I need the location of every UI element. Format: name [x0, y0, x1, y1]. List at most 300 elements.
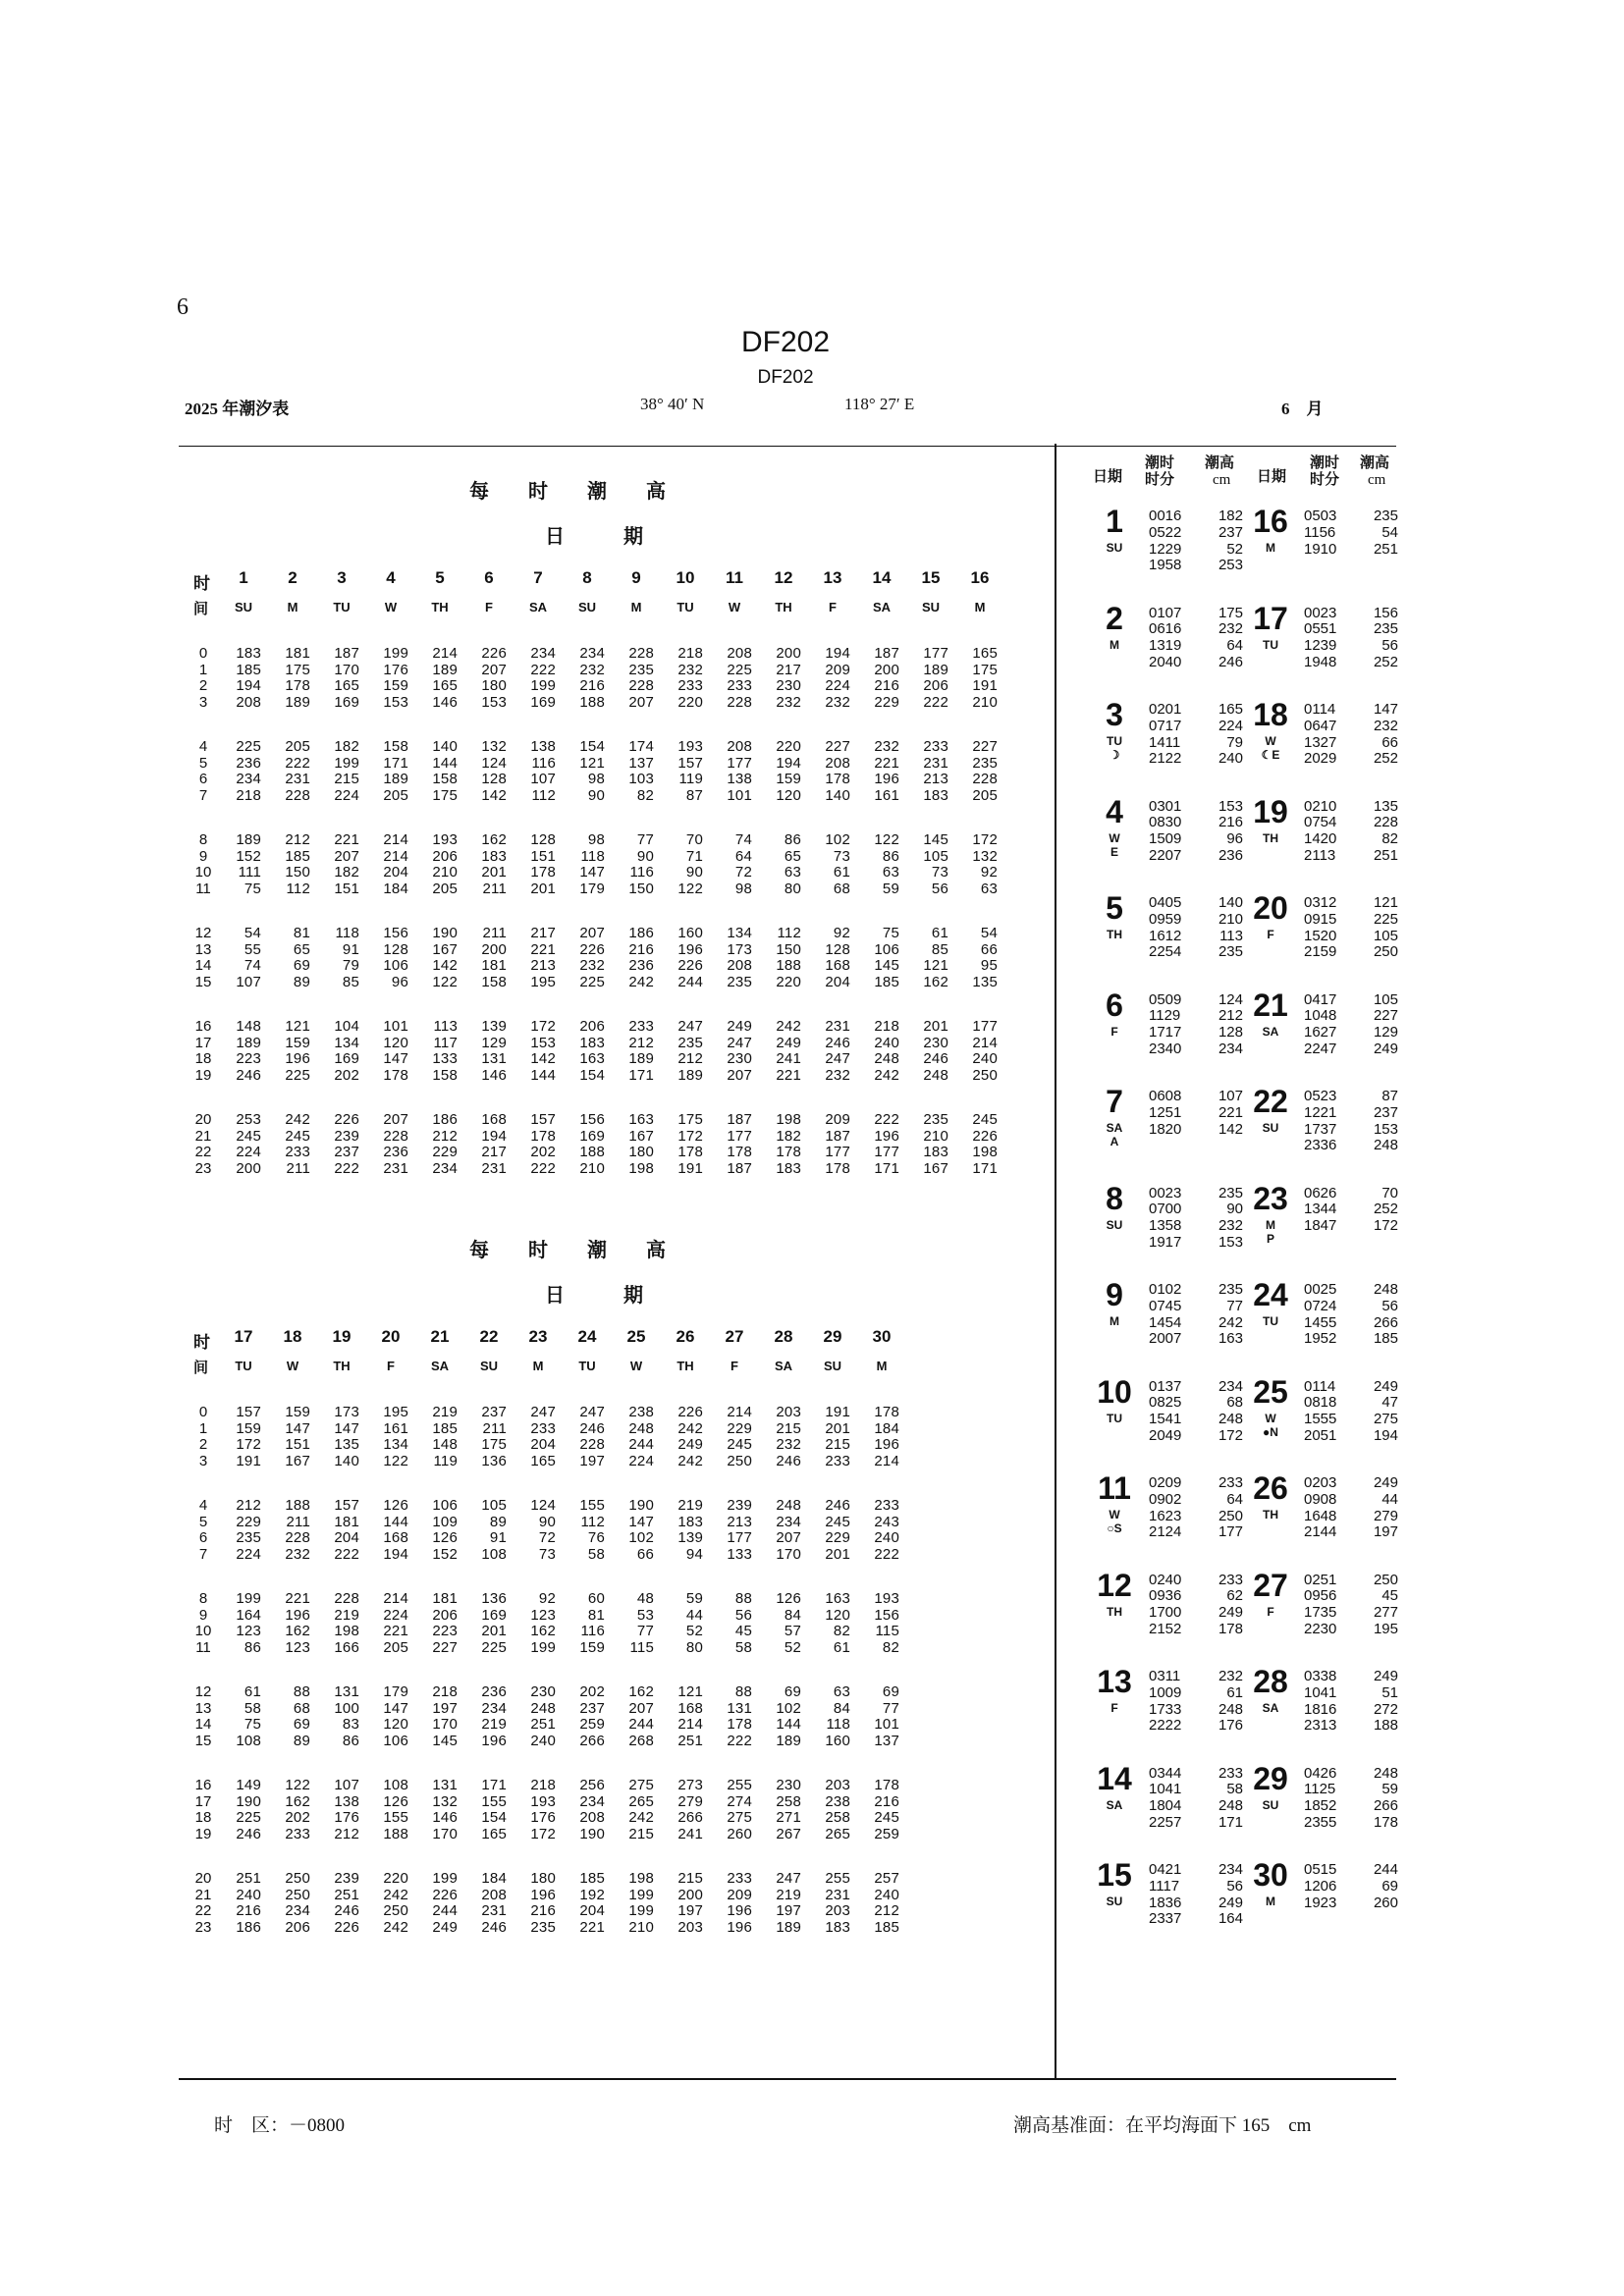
- hourly-height-cell: 104: [334, 1018, 359, 1035]
- tide-height: 52: [1226, 540, 1243, 558]
- hourly-height-cell: 118: [580, 847, 605, 865]
- hourly-height-cell: 185: [579, 1870, 605, 1887]
- tide-height: 232: [1218, 620, 1243, 638]
- hourly-height-cell: 212: [236, 1497, 261, 1514]
- tide-height: 96: [1226, 830, 1243, 848]
- hourly-height-cell: 182: [334, 738, 359, 755]
- hourly-height-cell: 242: [383, 1886, 408, 1903]
- hourly-height-cell: 157: [530, 1111, 556, 1128]
- hourly-height-cell: 128: [530, 831, 556, 848]
- hourly-height-cell: 239: [727, 1497, 752, 1514]
- weekday-header: M: [287, 600, 298, 614]
- hourly-height-cell: 112: [531, 786, 556, 804]
- hourly-height-cell: 203: [776, 1404, 801, 1420]
- hourly-height-cell: 190: [432, 925, 458, 941]
- hourly-height-cell: 250: [285, 1886, 310, 1903]
- tide-time-header: 时分: [1145, 472, 1175, 488]
- hourly-height-cell: 146: [432, 1809, 458, 1826]
- hourly-height-cell: 175: [677, 1111, 703, 1128]
- hourly-height-cell: 105: [923, 847, 948, 865]
- hourly-height-cell: 207: [579, 925, 605, 941]
- hourly-height-cell: 226: [432, 1886, 458, 1903]
- hourly-height-cell: 213: [923, 771, 948, 787]
- hourly-height-cell: 189: [628, 1050, 654, 1067]
- tide-time: 0338: [1304, 1668, 1337, 1684]
- hourly-height-cell: 63: [784, 864, 801, 881]
- tide-time: 0717: [1149, 717, 1182, 734]
- hourly-height-cell: 135: [972, 973, 998, 990]
- tide-height: 249: [1373, 1668, 1398, 1684]
- hourly-height-cell: 118: [826, 1716, 850, 1733]
- hourly-height-cell: 175: [972, 661, 998, 678]
- day-weekday: SU: [1106, 1895, 1123, 1908]
- hourly-height-cell: 207: [383, 1111, 408, 1128]
- day-number: 22: [1253, 1084, 1288, 1119]
- hourly-height-cell: 207: [334, 847, 359, 865]
- hourly-height-cell: 240: [874, 1886, 899, 1903]
- hourly-height-cell: 214: [432, 645, 458, 662]
- tide-time: 1125: [1304, 1781, 1336, 1798]
- hourly-height-cell: 133: [727, 1545, 752, 1563]
- hour-label: 14: [194, 957, 212, 974]
- hourly-height-cell: 156: [383, 925, 408, 941]
- hour-label: 1: [198, 661, 208, 678]
- hourly-height-cell: 120: [776, 786, 801, 804]
- tide-height: 216: [1218, 814, 1243, 831]
- hourly-height-cell: 215: [776, 1419, 801, 1437]
- hourly-height-cell: 245: [874, 1809, 899, 1826]
- hourly-height-cell: 232: [776, 693, 801, 711]
- tide-height: 260: [1373, 1894, 1398, 1911]
- hourly-height-cell: 73: [833, 847, 850, 865]
- tide-time: 1612: [1149, 927, 1182, 944]
- hourly-height-cell: 217: [776, 661, 801, 678]
- hourly-height-cell: 234: [776, 1513, 801, 1530]
- hourly-height-cell: 139: [677, 1529, 703, 1546]
- day-column-header: 16: [970, 568, 990, 587]
- hourly-height-cell: 205: [383, 786, 408, 804]
- hourly-height-cell: 81: [587, 1606, 605, 1624]
- hourly-height-cell: 222: [874, 1545, 899, 1563]
- hourly-height-cell: 155: [481, 1792, 507, 1810]
- hourly-height-cell: 184: [481, 1870, 507, 1887]
- day-weekday: F: [1267, 1604, 1274, 1619]
- hourly-height-cell: 196: [727, 1918, 752, 1936]
- hourly-height-cell: 107: [236, 973, 261, 990]
- hourly-height-cell: 221: [285, 1590, 310, 1607]
- hourly-height-cell: 171: [628, 1066, 654, 1084]
- hourly-height-cell: 102: [825, 831, 850, 848]
- hourly-height-cell: 211: [286, 1159, 310, 1177]
- hourly-height-cell: 100: [334, 1699, 359, 1717]
- hourly-height-cell: 84: [833, 1699, 850, 1717]
- hourly-height-cell: 121: [285, 1018, 310, 1035]
- day-column-header: 14: [872, 568, 892, 587]
- hourly-height-cell: 180: [530, 1870, 556, 1887]
- hourly-height-cell: 201: [481, 864, 507, 881]
- hourly-height-cell: 247: [776, 1870, 801, 1887]
- day-column-header: 26: [676, 1327, 695, 1346]
- hourly-height-cell: 115: [875, 1623, 899, 1639]
- hourly-height-cell: 44: [685, 1606, 703, 1624]
- tide-height: 233: [1218, 1474, 1243, 1491]
- hourly-height-cell: 128: [481, 771, 507, 787]
- tide-time: 2336: [1304, 1137, 1337, 1154]
- hourly-height-cell: 86: [882, 847, 899, 865]
- hourly-height-cell: 245: [727, 1436, 752, 1453]
- hourly-height-cell: 245: [285, 1127, 310, 1145]
- hourly-height-cell: 88: [293, 1683, 310, 1700]
- hour-label: 9: [198, 847, 208, 865]
- hourly-height-cell: 208: [481, 1886, 507, 1903]
- hourly-height-cell: 197: [579, 1452, 605, 1469]
- hourly-height-cell: 86: [244, 1638, 261, 1656]
- tide-time: 2124: [1149, 1523, 1182, 1541]
- weekday-header: SA: [528, 600, 548, 614]
- tide-time: 0936: [1149, 1587, 1182, 1605]
- hourly-height-cell: 199: [628, 1886, 654, 1903]
- hour-label: 21: [194, 1127, 212, 1145]
- hourly-height-cell: 275: [628, 1777, 654, 1793]
- hour-label: 2: [198, 677, 208, 694]
- hourly-height-cell: 224: [825, 677, 850, 694]
- hourly-height-cell: 71: [685, 847, 703, 865]
- hourly-height-cell: 237: [334, 1144, 359, 1160]
- hourly-height-cell: 102: [628, 1529, 654, 1546]
- hourly-height-cell: 61: [931, 925, 948, 941]
- hourly-height-cell: 211: [482, 925, 507, 941]
- hourly-height-cell: 145: [874, 957, 899, 974]
- hourly-height-cell: 121: [677, 1683, 703, 1700]
- tide-height: 228: [1373, 814, 1398, 831]
- weekday-header: TU: [578, 1359, 596, 1373]
- hourly-height-cell: 77: [636, 1623, 654, 1639]
- hourly-height-cell: 234: [481, 1699, 507, 1717]
- hourly-height-cell: 138: [727, 771, 752, 787]
- hourly-height-cell: 122: [432, 973, 458, 990]
- hourly-height-cell: 234: [236, 771, 261, 787]
- hourly-height-cell: 106: [383, 957, 408, 974]
- tide-height: 79: [1226, 733, 1243, 751]
- hourly-height-cell: 199: [530, 677, 556, 694]
- hourly-height-cell: 178: [874, 1777, 899, 1793]
- hourly-height-cell: 185: [236, 661, 261, 678]
- hourly-height-cell: 147: [579, 864, 605, 881]
- latitude: 38° 40′ N: [640, 395, 705, 413]
- tide-time: 1041: [1149, 1781, 1182, 1798]
- hourly-height-cell: 106: [432, 1497, 458, 1514]
- tide-time: 1520: [1304, 927, 1337, 944]
- weekday-header: M: [532, 1359, 544, 1373]
- hour-label: 18: [194, 1050, 212, 1067]
- hourly-height-cell: 162: [628, 1683, 654, 1700]
- tide-time: 2355: [1304, 1813, 1337, 1831]
- hourly-height-cell: 198: [628, 1870, 654, 1887]
- tide-height: 248: [1373, 1281, 1398, 1298]
- hourly-height-cell: 191: [677, 1159, 703, 1177]
- hourly-height-cell: 240: [530, 1732, 556, 1749]
- hour-label: 20: [194, 1870, 212, 1887]
- hourly-height-cell: 228: [383, 1127, 408, 1145]
- tide-time: 1555: [1304, 1411, 1337, 1428]
- hourly-height-cell: 231: [481, 1902, 507, 1919]
- hourly-height-cell: 223: [236, 1050, 261, 1067]
- hourly-height-cell: 131: [334, 1683, 359, 1700]
- hourly-height-cell: 248: [923, 1066, 948, 1084]
- day-number: 4: [1106, 793, 1123, 829]
- hour-label: 12: [194, 925, 212, 941]
- hourly-height-cell: 234: [579, 1792, 605, 1810]
- hourly-height-cell: 116: [629, 864, 654, 881]
- tide-height: 212: [1218, 1007, 1243, 1025]
- hourly-height-cell: 158: [432, 771, 458, 787]
- hourly-height-cell: 190: [579, 1825, 605, 1842]
- hourly-height-cell: 226: [579, 940, 605, 958]
- tide-time: 1239: [1304, 637, 1337, 655]
- hour-label: 4: [198, 738, 208, 755]
- day-column-header: 8: [582, 568, 592, 587]
- day-weekday: M: [1110, 637, 1119, 652]
- tide-height: 66: [1381, 733, 1398, 751]
- tide-time: 2144: [1304, 1523, 1337, 1541]
- hourly-height-cell: 178: [285, 677, 310, 694]
- hourly-height-cell: 108: [383, 1777, 408, 1793]
- hourly-height-cell: 196: [727, 1902, 752, 1919]
- hourly-height-cell: 221: [334, 831, 359, 848]
- hourly-height-cell: 159: [236, 1419, 261, 1437]
- tide-height: 248: [1218, 1700, 1243, 1718]
- tide-height: 242: [1218, 1313, 1243, 1331]
- tide-height: 70: [1381, 1184, 1398, 1201]
- hourly-height-cell: 228: [628, 645, 654, 662]
- hourly-height-cell: 111: [238, 864, 261, 881]
- hourly-height-cell: 194: [776, 754, 801, 772]
- hourly-height-cell: 159: [383, 677, 408, 694]
- hourly-height-cell: 169: [530, 693, 556, 711]
- hourly-height-cell: 112: [580, 1513, 605, 1530]
- hourly-height-cell: 225: [579, 973, 605, 990]
- hourly-height-cell: 214: [383, 847, 408, 865]
- hourly-height-cell: 183: [923, 1144, 948, 1160]
- tide-height: 113: [1219, 927, 1243, 944]
- hourly-height-cell: 222: [285, 754, 310, 772]
- hourly-height-cell: 176: [383, 661, 408, 678]
- tide-height: 240: [1218, 750, 1243, 768]
- hourly-height-cell: 90: [538, 1513, 556, 1530]
- hourly-height-cell: 163: [825, 1590, 850, 1607]
- weekday-header: M: [876, 1359, 888, 1373]
- hourly-height-cell: 160: [825, 1732, 850, 1749]
- hourly-height-cell: 248: [874, 1050, 899, 1067]
- hourly-height-cell: 207: [628, 693, 654, 711]
- hourly-height-cell: 236: [481, 1683, 507, 1700]
- hourly-height-cell: 193: [530, 1792, 556, 1810]
- tide-time: 0201: [1149, 701, 1182, 718]
- tide-height-header: 潮高: [1360, 455, 1390, 471]
- hourly-height-cell: 159: [285, 1404, 310, 1420]
- hourly-height-cell: 235: [972, 754, 998, 772]
- hourly-height-cell: 178: [677, 1144, 703, 1160]
- hourly-height-cell: 96: [391, 973, 408, 990]
- hour-label: 3: [198, 693, 208, 711]
- hourly-height-cell: 178: [383, 1066, 408, 1084]
- hourly-height-cell: 85: [342, 973, 359, 990]
- weekday-header: TH: [677, 1359, 694, 1373]
- tide-time: 0551: [1304, 620, 1337, 638]
- hourly-height-cell: 116: [580, 1623, 605, 1639]
- page-number: 6: [177, 294, 189, 320]
- time-label: 时: [193, 1333, 210, 1352]
- hourly-height-cell: 106: [383, 1732, 408, 1749]
- tide-time: 1319: [1149, 637, 1182, 655]
- tide-height: 128: [1218, 1024, 1243, 1041]
- hourly-height-cell: 235: [236, 1529, 261, 1546]
- tide-height: 105: [1373, 927, 1398, 944]
- hourly-height-cell: 214: [677, 1716, 703, 1733]
- longitude: 118° 27′ E: [844, 395, 915, 413]
- hourly-height-cell: 184: [383, 880, 408, 897]
- hourly-height-cell: 242: [677, 1452, 703, 1469]
- tide-time: 1717: [1149, 1024, 1182, 1041]
- tide-time: 1420: [1304, 830, 1337, 848]
- hourly-height-cell: 112: [777, 925, 801, 941]
- hourly-height-cell: 236: [383, 1144, 408, 1160]
- hourly-height-cell: 203: [677, 1918, 703, 1936]
- hourly-height-cell: 65: [784, 847, 801, 865]
- hourly-height-cell: 266: [579, 1732, 605, 1749]
- tide-height: 233: [1218, 1571, 1243, 1588]
- tide-time: 1206: [1304, 1877, 1337, 1895]
- hourly-height-cell: 227: [825, 738, 850, 755]
- hourly-height-cell: 84: [784, 1606, 801, 1624]
- tide-time: 0647: [1304, 717, 1337, 734]
- hourly-height-cell: 247: [727, 1034, 752, 1051]
- hourly-height-cell: 235: [677, 1034, 703, 1051]
- hourly-height-cell: 227: [972, 738, 998, 755]
- weekday-header: F: [485, 600, 493, 614]
- hourly-height-cell: 61: [244, 1683, 261, 1700]
- hourly-height-cell: 233: [530, 1419, 556, 1437]
- hourly-height-cell: 186: [236, 1918, 261, 1936]
- hourly-height-cell: 101: [874, 1716, 899, 1733]
- hourly-height-cell: 126: [776, 1590, 801, 1607]
- hourly-height-cell: 57: [784, 1623, 801, 1639]
- hourly-height-cell: 187: [334, 645, 359, 662]
- day-column-header: 30: [872, 1327, 892, 1346]
- tide-height: 51: [1381, 1683, 1398, 1701]
- hourly-height-cell: 65: [293, 940, 310, 958]
- moon-phase-symbol: ☾E: [1261, 748, 1280, 762]
- hourly-height-cell: 234: [285, 1902, 310, 1919]
- tide-time: 0818: [1304, 1394, 1337, 1412]
- hour-label: 0: [198, 645, 208, 662]
- hourly-height-cell: 204: [334, 1529, 359, 1546]
- hourly-height-cell: 183: [236, 645, 261, 662]
- hourly-height-cell: 162: [285, 1623, 310, 1639]
- hourly-height-cell: 208: [579, 1809, 605, 1826]
- hourly-height-cell: 142: [432, 957, 458, 974]
- tide-height: 232: [1218, 1217, 1243, 1235]
- hourly-height-cell: 250: [972, 1066, 998, 1084]
- hourly-height-cell: 171: [383, 754, 408, 772]
- tide-time: 1923: [1304, 1894, 1337, 1911]
- day-weekday: SU: [1262, 1797, 1279, 1812]
- day-column-header: 27: [725, 1327, 744, 1346]
- hourly-height-cell: 228: [334, 1590, 359, 1607]
- time-label: 间: [193, 602, 209, 617]
- hourly-height-cell: 204: [530, 1436, 556, 1453]
- tide-height: 235: [1373, 507, 1398, 524]
- tide-height: 64: [1226, 1490, 1243, 1508]
- hourly-height-cell: 144: [530, 1066, 556, 1084]
- hourly-height-cell: 167: [923, 1159, 948, 1177]
- day-weekday: F: [1267, 928, 1274, 941]
- tide-height: 121: [1373, 894, 1398, 911]
- hourly-height-cell: 72: [538, 1529, 556, 1546]
- hourly-height-cell: 178: [825, 771, 850, 787]
- tide-time: 2207: [1149, 846, 1182, 864]
- hourly-height-cell: 200: [677, 1886, 703, 1903]
- tide-height: 252: [1373, 1201, 1398, 1218]
- hourly-height-cell: 222: [334, 1159, 359, 1177]
- hourly-height-cell: 159: [579, 1638, 605, 1656]
- tide-time: 0023: [1304, 604, 1337, 621]
- hourly-height-cell: 232: [285, 1545, 310, 1563]
- hourly-height-cell: 120: [825, 1606, 850, 1624]
- moon-phase-symbol: ●N: [1263, 1424, 1278, 1439]
- hourly-height-cell: 156: [874, 1606, 899, 1624]
- hourly-height-cell: 228: [285, 1529, 310, 1546]
- weekday-header: SU: [921, 600, 941, 614]
- hourly-height-cell: 238: [825, 1792, 850, 1810]
- weekday-header: W: [728, 600, 741, 614]
- hourly-height-cell: 185: [285, 847, 310, 865]
- hourly-height-cell: 54: [980, 925, 998, 941]
- hourly-height-cell: 209: [825, 1111, 850, 1128]
- hourly-height-cell: 189: [383, 771, 408, 787]
- tide-height: 250: [1373, 943, 1398, 961]
- hourly-height-cell: 55: [244, 940, 261, 958]
- hourly-height-cell: 108: [481, 1545, 507, 1563]
- hourly-height-cell: 218: [874, 1018, 899, 1035]
- hourly-height-cell: 250: [727, 1452, 752, 1469]
- hour-label: 3: [198, 1452, 208, 1469]
- hourly-height-cell: 226: [334, 1918, 359, 1936]
- hourly-height-cell: 229: [432, 1144, 458, 1160]
- hourly-height-cell: 217: [530, 925, 556, 941]
- hourly-height-cell: 214: [972, 1034, 998, 1051]
- tide-time: 0523: [1304, 1088, 1337, 1104]
- hourly-height-cell: 226: [677, 1404, 703, 1420]
- tide-height: 235: [1218, 1281, 1243, 1298]
- tide-height-header: cm: [1213, 472, 1231, 488]
- day-number: 8: [1106, 1180, 1123, 1216]
- hourly-height-cell: 208: [727, 645, 752, 662]
- hourly-height-cell: 68: [833, 880, 850, 897]
- tide-time: 0023: [1149, 1184, 1182, 1201]
- tide-height: 56: [1226, 1877, 1243, 1895]
- hourly-height-cell: 246: [236, 1825, 261, 1842]
- hourly-height-cell: 214: [383, 831, 408, 848]
- hour-label: 22: [194, 1902, 212, 1919]
- hourly-height-cell: 108: [236, 1732, 261, 1749]
- hourly-height-cell: 222: [530, 1159, 556, 1177]
- hourly-height-cell: 220: [776, 738, 801, 755]
- day-number: 18: [1253, 697, 1288, 732]
- hourly-height-cell: 117: [433, 1034, 458, 1051]
- tide-height: 234: [1218, 1861, 1243, 1878]
- hourly-height-cell: 186: [432, 1111, 458, 1128]
